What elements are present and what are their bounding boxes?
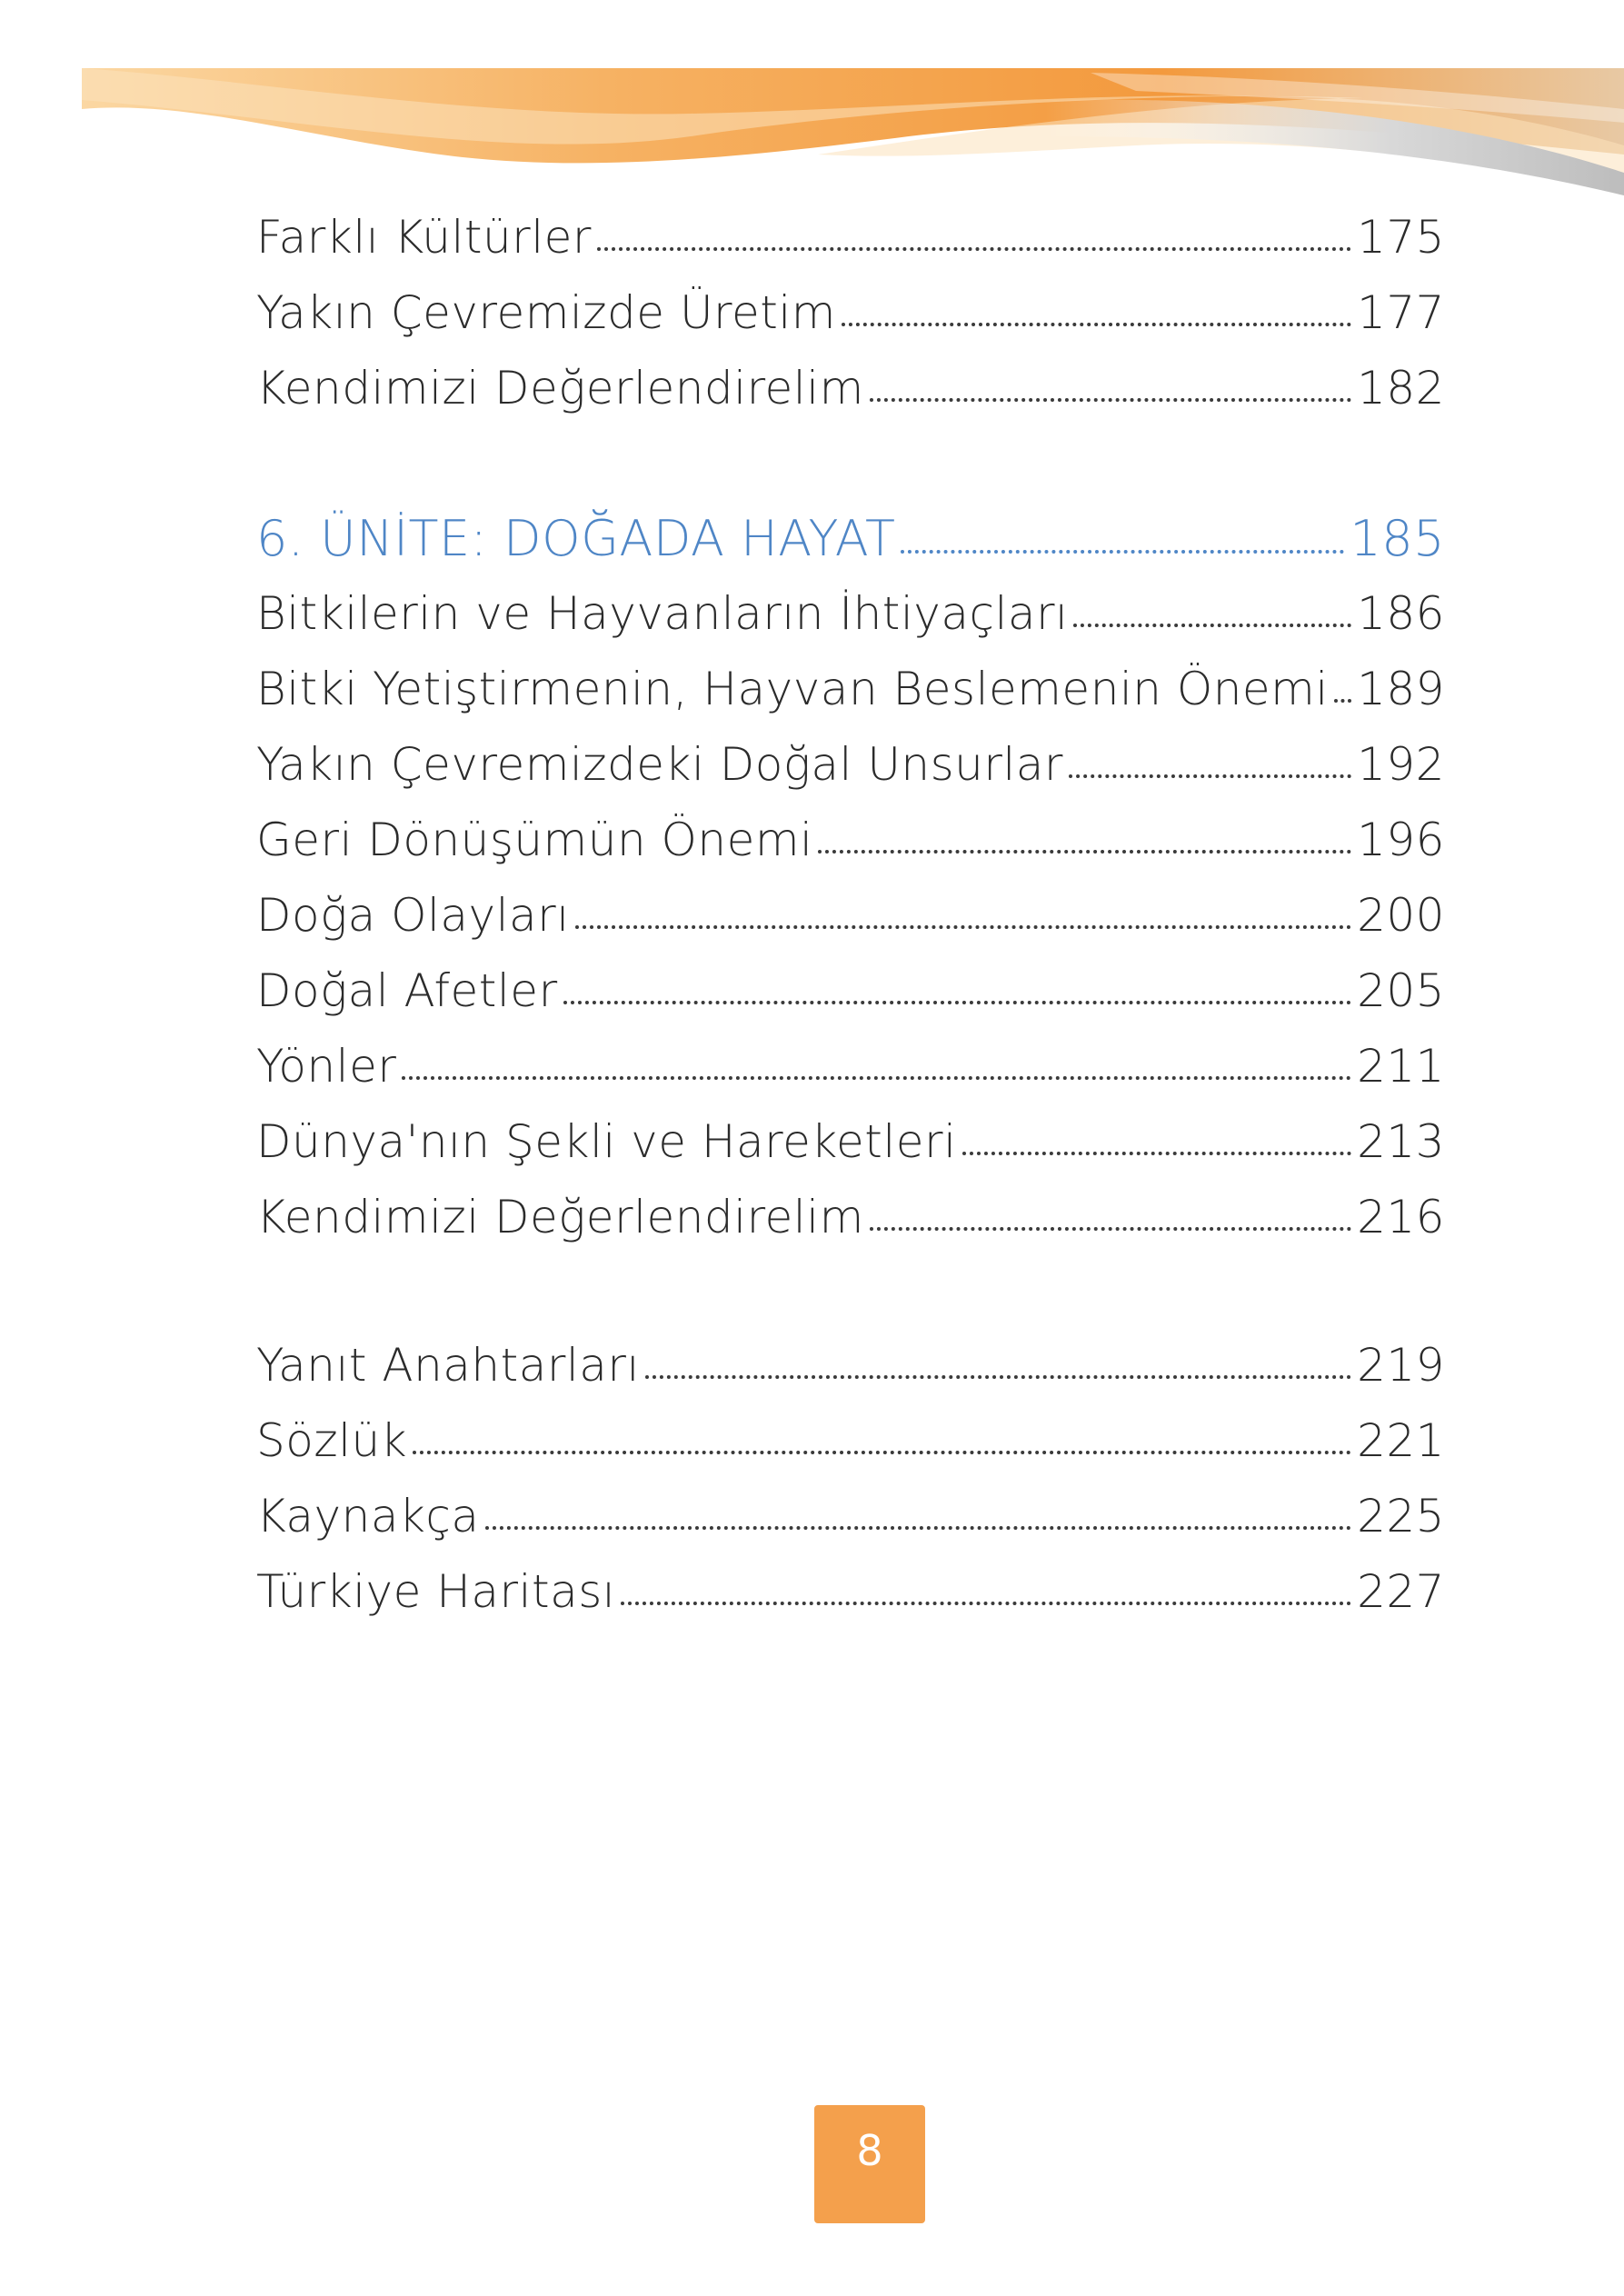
unit-title: 6. ÜNİTE: DOĞADA HAYAT bbox=[256, 510, 896, 567]
dot-leader bbox=[597, 247, 1351, 251]
toc-entry[interactable] bbox=[256, 1479, 1445, 1554]
toc-entry[interactable] bbox=[256, 1403, 1445, 1479]
toc-entry-page: 225 bbox=[1357, 1490, 1445, 1542]
toc-entry[interactable] bbox=[256, 878, 1445, 953]
toc-entry-page: 221 bbox=[1357, 1414, 1445, 1467]
page-number: 8 bbox=[856, 2126, 883, 2175]
toc-group-unit6 bbox=[256, 501, 1445, 1255]
toc-group-a bbox=[256, 200, 1445, 426]
unit-page: 185 bbox=[1350, 510, 1445, 567]
toc-entry-title: Doğal Afetler bbox=[256, 964, 558, 1017]
toc-entry-page: 219 bbox=[1357, 1339, 1445, 1392]
toc-entry-page: 211 bbox=[1357, 1040, 1445, 1093]
page-number-badge bbox=[814, 2105, 925, 2223]
dot-leader bbox=[575, 925, 1351, 929]
toc-entry-title: Yakın Çevremizdeki Doğal Unsurlar bbox=[256, 738, 1063, 791]
toc-entry[interactable] bbox=[256, 1554, 1445, 1630]
dot-leader bbox=[1334, 699, 1351, 703]
dot-leader bbox=[842, 323, 1351, 326]
toc-entry-title: Doğa Olayları bbox=[256, 889, 570, 942]
toc-entry[interactable] bbox=[256, 351, 1445, 426]
toc-unit-heading[interactable] bbox=[256, 501, 1445, 576]
toc-entry[interactable] bbox=[256, 275, 1445, 351]
toc-group-appendix bbox=[256, 1328, 1445, 1630]
toc-entry-title: Farklı Kültürler bbox=[256, 211, 592, 264]
toc-entry-page: 186 bbox=[1357, 587, 1445, 640]
toc-entry-title: Yanıt Anahtarları bbox=[256, 1339, 640, 1392]
dot-leader bbox=[485, 1526, 1352, 1530]
toc-entry[interactable] bbox=[256, 727, 1445, 803]
table-of-contents bbox=[256, 200, 1445, 1630]
toc-entry-title: Sözlük bbox=[256, 1414, 408, 1467]
header-wave-decoration bbox=[0, 0, 1624, 209]
dot-leader bbox=[645, 1375, 1351, 1379]
toc-entry-page: 189 bbox=[1357, 663, 1445, 715]
toc-entry-title: Bitkilerin ve Hayvanların İhtiyaçları bbox=[256, 587, 1069, 640]
dot-leader bbox=[402, 1076, 1351, 1080]
toc-entry-page: 196 bbox=[1357, 814, 1445, 866]
toc-entry-page: 182 bbox=[1357, 362, 1445, 414]
toc-entry-title: Kaynakça bbox=[256, 1490, 480, 1542]
toc-entry-page: 216 bbox=[1357, 1191, 1445, 1243]
toc-entry-title: Yönler bbox=[256, 1040, 397, 1093]
dot-leader bbox=[563, 1001, 1351, 1004]
toc-entry[interactable] bbox=[256, 1328, 1445, 1403]
dot-leader bbox=[818, 850, 1351, 854]
toc-entry-page: 175 bbox=[1357, 211, 1445, 264]
toc-entry[interactable] bbox=[256, 1180, 1445, 1255]
dot-leader bbox=[870, 1227, 1351, 1231]
toc-entry-page: 205 bbox=[1357, 964, 1445, 1017]
dot-leader bbox=[870, 398, 1351, 402]
dot-leader bbox=[1073, 624, 1351, 627]
toc-entry-page: 213 bbox=[1357, 1115, 1445, 1168]
toc-entry-page: 227 bbox=[1357, 1565, 1445, 1618]
toc-entry-title: Yakın Çevremizde Üretim bbox=[256, 286, 836, 339]
toc-entry-page: 200 bbox=[1357, 889, 1445, 942]
dot-leader bbox=[621, 1602, 1351, 1605]
toc-entry[interactable] bbox=[256, 652, 1445, 727]
toc-entry-title: Kendimizi Değerlendirelim bbox=[256, 1191, 864, 1243]
toc-entry[interactable] bbox=[256, 803, 1445, 878]
dot-leader bbox=[962, 1152, 1352, 1155]
toc-entry[interactable] bbox=[256, 200, 1445, 275]
dot-leader bbox=[1069, 774, 1351, 778]
dot-leader bbox=[901, 550, 1344, 554]
spacer bbox=[256, 1255, 1445, 1328]
spacer bbox=[256, 426, 1445, 501]
toc-entry[interactable] bbox=[256, 1029, 1445, 1104]
toc-entry-title: Bitki Yetiştirmenin, Hayvan Beslemenin Önemi bbox=[256, 663, 1329, 715]
toc-entry-title: Türkiye Haritası bbox=[256, 1565, 616, 1618]
toc-entry-title: Geri Dönüşümün Önemi bbox=[256, 814, 813, 866]
toc-entry[interactable] bbox=[256, 1104, 1445, 1180]
toc-entry[interactable] bbox=[256, 953, 1445, 1029]
toc-entry-page: 192 bbox=[1357, 738, 1445, 791]
toc-entry-page: 177 bbox=[1357, 286, 1445, 339]
toc-entry[interactable] bbox=[256, 576, 1445, 652]
toc-entry-title: Kendimizi Değerlendirelim bbox=[256, 362, 864, 414]
dot-leader bbox=[413, 1451, 1351, 1454]
toc-entry-title: Dünya'nın Şekli ve Hareketleri bbox=[256, 1115, 957, 1168]
